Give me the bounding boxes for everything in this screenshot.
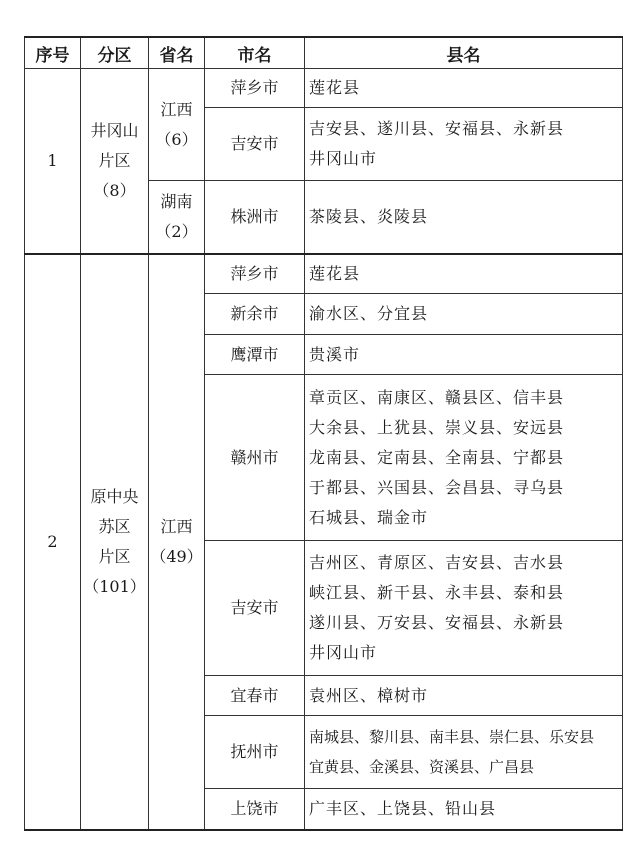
city-name: 上饶市 [205,789,305,830]
header-row [25,37,623,69]
city-name: 赣州市 [205,375,305,541]
header-index: 序号 [25,37,81,69]
zone-table-container [24,36,623,831]
county-list: 莲花县 [305,69,623,108]
county-list: 南城县、黎川县、南丰县、崇仁县、乐安县 宜黄县、金溪县、资溪县、广昌县 [305,716,623,789]
province-name: 江西 （6） [149,69,205,181]
county-list: 广丰区、上饶县、铅山县 [305,789,623,830]
county-list: 渝水区、分宜县 [305,294,623,335]
table-row [25,69,623,108]
zone-index: 2 [25,254,81,830]
county-list: 吉州区、青原区、吉安县、吉水县 峡江县、新干县、永丰县、泰和县 遂川县、万安县、安福县、永新县 井冈山市 [305,541,623,676]
county-list: 吉安县、遂川县、安福县、永新县 井冈山市 [305,108,623,181]
header-zone: 分区 [81,37,149,69]
zone-name: 井冈山 片区 （8） [81,69,149,254]
city-name: 吉安市 [205,541,305,676]
city-name: 萍乡市 [205,69,305,108]
province-name: 江西 （49） [149,254,205,830]
header-city: 市名 [205,37,305,69]
header-county: 县名 [305,37,623,69]
zone-index: 1 [25,69,81,254]
city-name: 株洲市 [205,181,305,254]
header-province: 省名 [149,37,205,69]
city-name: 鹰潭市 [205,335,305,375]
county-list: 茶陵县、炎陵县 [305,181,623,254]
city-name: 宜春市 [205,676,305,716]
city-name: 萍乡市 [205,254,305,294]
county-list: 袁州区、樟树市 [305,676,623,716]
table-row [25,254,623,294]
city-name: 新余市 [205,294,305,335]
county-list: 贵溪市 [305,335,623,375]
zone-name: 原中央 苏区 片区 （101） [81,254,149,830]
county-list: 章贡区、南康区、赣县区、信丰县 大余县、上犹县、崇义县、安远县 龙南县、定南县、全南县、宁都县 于都县、兴国县、会昌县、寻乌县 石城县、瑞金市 [305,375,623,541]
province-name: 湖南 （2） [149,181,205,254]
zone-table [24,36,623,831]
city-name: 吉安市 [205,108,305,181]
county-list: 莲花县 [305,254,623,294]
city-name: 抚州市 [205,716,305,789]
